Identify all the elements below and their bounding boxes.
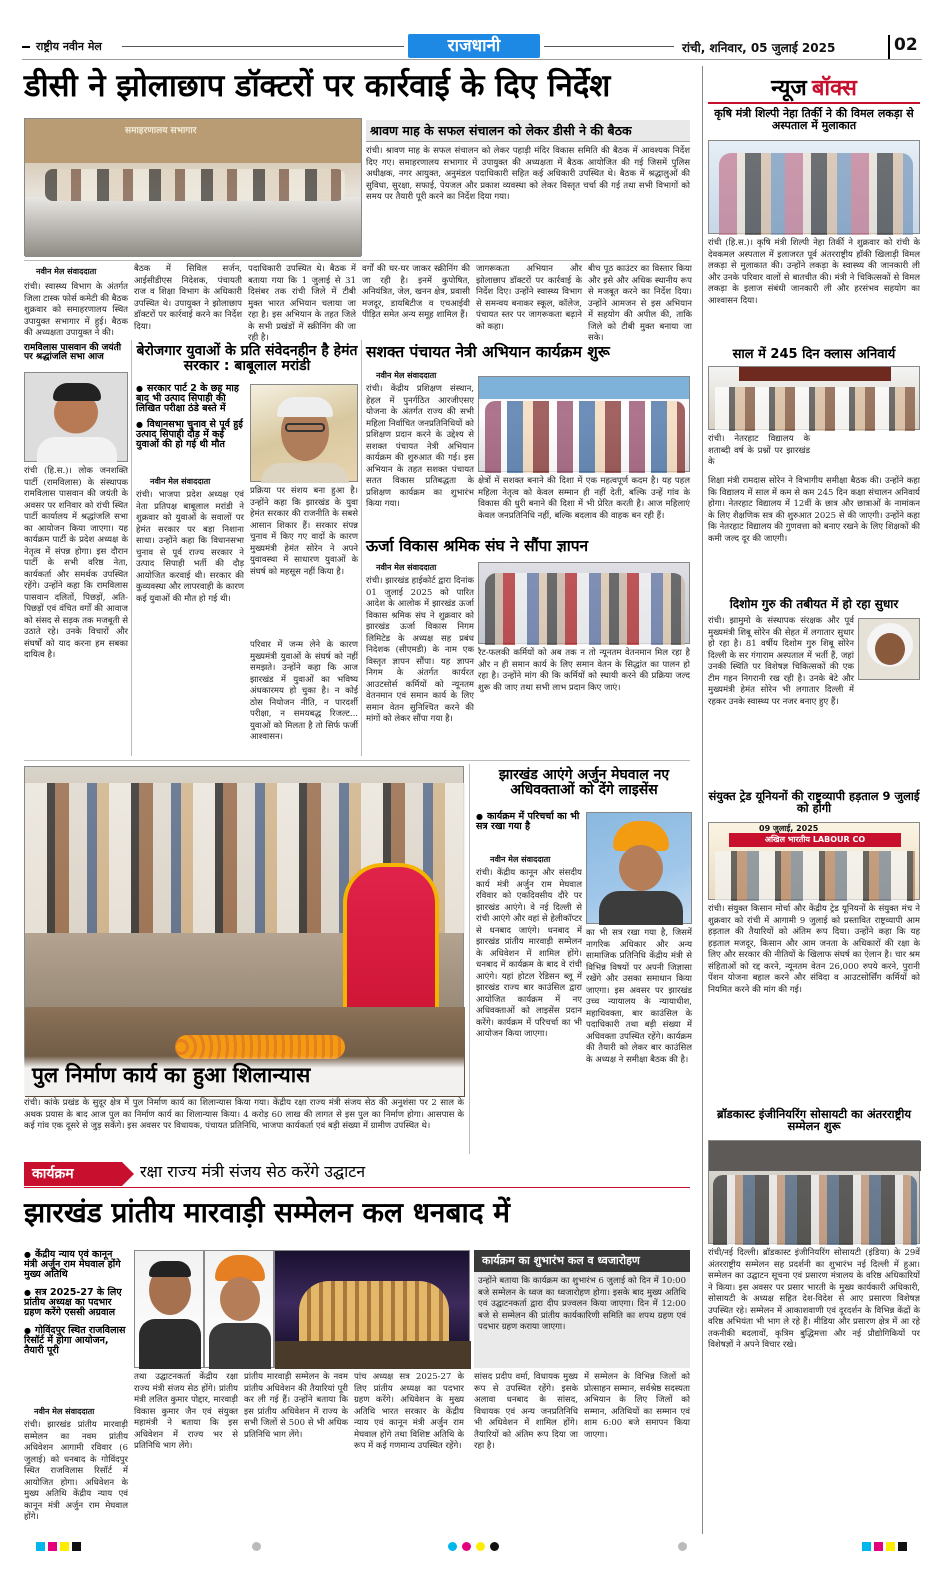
marwari-body-6: में सम्मेलन के विभिन्न जिलों को प्रोत्साहन सम्मान, सर्वश्रेष्ठ सदस्यता अभियान के लिए जिलों को सम्मान, अतिथियों का सम्मान एवं शाम 6:00 बजे समापन किया जाएगा। [584,1372,690,1440]
paswan-photo-hair [53,383,101,401]
reg-mark-yellow [60,1542,69,1551]
broadcast-photo-stage [709,1141,921,1171]
marandi-bullets [136,384,246,450]
marwari-body-1: रांची। झारखंड प्रांतीय मारवाड़ी सम्मेलन का नवम प्रांतीय अधिवेशन आगामी रविवार (6 जुलाई) को धनबाद के गोविंदपुर स्थित राजविलास रिसॉर्ट में आयोजित होगा। अधिवेशन के मुख्य अतिथि केंद्रीय न्याय एवं कानून मंत्री अर्जुन राम मेघवाल होंगे। [24,1420,128,1522]
marandi-bullet-1: ● सरकार पार्ट 2 के छह माह बाद भी उत्पाद सिपाही की लिखित परीक्षा ठंडे बस्ते में [136,384,246,414]
marwari-photo-3-palace [299,1281,449,1341]
marandi-bullet-2: ● विधानसभा चुनाव से पूर्व हुई उत्पाद सिपाही दौड़ में कई युवाओं की हो गई थी मौत [136,420,246,450]
lead-body-1: रांची। स्वास्थ्य विभाग के अंतर्गत जिला टास्क फोर्स कमेटी की बैठक शुक्रवार को समाहरणालय स्थित उपायुक्त सभागार में हुई। बैठक की अध्यक्षता उपायुक्त ने की। [24,282,128,338]
shibu-headline: दिशोम गुरु की तबीयत में हो रहा सुधार [729,597,899,611]
marwari-body-4: पांच अध्यक्ष सत्र 2025-27 के लिए प्रांतीय अध्यक्ष का पदभार ग्रहण करेंगे। अधिवेशन के मुख्य अतिथि भारत सरकार के केंद्रीय न्याय एवं कानून मंत्री अर्जुन राम मेघवाल होंगे तथा विशिष्ट अतिथि के रूप में कई गणमान्य उपस्थित रहेंगे। [354,1372,464,1451]
col-rule-3 [469,764,470,1154]
marandi-body-2: प्रक्रिया पर संशय बना हुआ है। उन्होंने कहा कि झारखंड के युवा हेमंत सरकार की राजनीति के सबसे आसान शिकार हैं। सरकार संपन्न चुनाव में किए गए वादों के कारण मुख्यमंत्री हेमंत सोरेन ने अपने युवावस्था में साधारण युवाओं के संघर्ष को महसूस नहीं किया है। [250,486,358,577]
mid-divider [24,760,690,761]
masthead-mid-rule [122,46,404,47]
broadcast-photo [708,1140,920,1244]
col-rule-2 [361,340,362,756]
marwari-body-5: सांसद प्रदीप वर्मा, विधायक मुख्य रूप से उपस्थित रहेंगे। इसके अलावा धनबाद के सांसद, विधायक एवं अन्य जनप्रतिनिधि भी अधिवेशन में शामिल होंगे। तैयारियों को अंतिम रूप दिया जा रहा है। [474,1372,578,1451]
reg-dot-c4 [490,1542,499,1551]
bridge-body: रांची। कांके प्रखंड के सुदूर क्षेत्र में पुल निर्माण कार्य का शिलान्यास किया गया। केंद्रीय रक्षा राज्य मंत्री संजय सेठ की अनुशंसा पर 2 साल के अथक प्रयास के बाद आज पुल का निर्माण कार्य का शिलान्यास किया। 4 करोड़ 60 लाख की लागत से इस पुल का निर्माण होगा। आसपास के कई गांव एक दूसरे से जुड़ सकेंगे। इस अवसर पर विधायक, पंचायत प्रतिनिधि, भाजपा कार्यकर्ता एवं बड़ी संख्या में ग्रामीण उपस्थित थे। [24,1098,464,1131]
class-days-headline: साल में 245 दिन क्लास अनिवार्य [732,347,896,362]
meghwal-body-2: का भी सत्र रखा गया है, जिसमें नागरिक अधिकार और अन्य सामाजिक प्रतिनिधि केंद्रीय मंत्री से विभिन्न विषयों पर अपनी जिज्ञासा रखेंगे और उसका समाधान किया जाएगा। इस अवसर पर झारखंड उच्च न्यायालय के न्यायाधीश, महाधिवक्ता, बार काउंसिल के पदाधिकारी तथा बड़ी संख्या में अधिवक्ता उपस्थित रहेंगे। कार्यक्रम की तैयारी को लेकर बार काउंसिल के अध्यक्ष ने समीक्षा बैठक की है। [586,928,692,1065]
masthead [22,34,922,60]
lead-photo-sign: समाहरणालय सभागार [125,126,197,136]
urja-byline: नवीन मेल संवाददाता [376,563,437,572]
marandi-photo-hair [277,397,333,417]
meghwal-headline: झारखंड आएंगे अर्जुन मेघवाल नए अधिवक्ताओं को देंगे लाइसेंस [498,767,670,798]
marwari-bullets [24,1250,128,1356]
meghwal-photo-face [619,845,663,891]
strike-photo-date: 09 जुलाई, 2025 [759,824,819,833]
panchayat-photo [478,376,690,472]
urja-photo [478,562,690,644]
marandi-photo-glasses [285,423,325,432]
shilpi-headline: कृषि मंत्री शिल्पी नेहा तिर्की ने की विमल लकड़ा से अस्पताल में मुलाकात [714,107,914,132]
marwari-body-3: प्रांतीय मारवाड़ी सम्मेलन के नवम प्रांतीय अधिवेशन की तैयारियां पूरी कर ली गई हैं। उन्होंने बताया कि इस प्रांतीय अधिवेशन में राज्य के सभी जिलों से 500 से भी अधिक प्रतिनिधि भाग लेंगे। [244,1372,348,1440]
shilpi-photo [708,140,920,234]
urja-headline: ऊर्जा विकास श्रमिक संघ ने सौंपा ज्ञापन [366,537,589,555]
marwari-bullet-3: ● गोविंदपुर स्थित राजविलास रिसॉर्ट में होगा आयोजन, तैयारी पूरी [24,1326,128,1356]
col-rule-1 [131,340,132,756]
reg-dot-left [252,1542,261,1551]
marwari-photo-3 [274,1250,470,1368]
marwari-photo-1 [134,1250,204,1368]
reg-mark-cyan [36,1542,45,1551]
masthead-mid-rule-2 [544,46,674,47]
marwari-panel [474,1250,690,1368]
reg-mark-cyan-r [862,1542,871,1551]
lead-sub-headline-box [366,120,690,142]
shilpi-photo-people [719,153,913,235]
class-days-photo-banner [739,367,891,381]
page-number: 02 [888,35,918,59]
marwari-headline: झारखंड प्रांतीय मारवाड़ी सम्मेलन कल धनबाद में [24,1196,511,1229]
marandi-body-1: रांची। भाजपा प्रदेश अध्यक्ष एवं नेता प्रतिपक्ष बाबूलाल मरांडी ने शुक्रवार को युवाओं के सवालों पर हेमंत सरकार पर बड़ा निशाना साधा। उन्होंने कहा कि विधानसभा चुनाव से पूर्व राज्य सरकार ने उत्पाद सिपाही भर्ती की दौड़ आयोजित करवाई थी। सरकार की कुव्यवस्था और लापरवाही के कारण कई युवाओं की मौत हो गई थी। [136,490,244,604]
panchayat-photo-people [485,401,685,473]
reg-mark-black [72,1542,81,1551]
marwari-kicker-tag: कार्यक्रम [24,1162,122,1186]
lead-photo-people [45,169,345,201]
bridge-headline: पुल निर्माण कार्य का हुआ शिलान्यास [32,1063,311,1087]
marwari-byline: नवीन मेल संवाददाता [34,1407,95,1416]
paswan-headline: रामविलास पासवान की जयंती पर श्रद्धांजलि सभा आज [24,343,122,363]
masthead-left-rule [22,46,30,48]
right-column-rule [702,66,703,1534]
reg-dot-right [678,1542,687,1551]
shibu-body: रांची। झामुमो के संस्थापक संरक्षक और पूर्व मुख्यमंत्री शिबू सोरेन की सेहत में लगातार सुधार हो रहा है। 81 वर्षीय दिशोम गुरु शिबू सोरेन दिल्ली के सर गंगाराम अस्पताल में भर्ती हैं, जहां उनकी स्थिति पर विशेषज्ञ चिकित्सकों की एक टीम गहन निगरानी रख रही है। उनके बेटे और मुख्यमंत्री हेमंत सोरेन भी लगातार दिल्ली में रहकर उनके स्वास्थ्य पर नजर बनाए हुए हैं। [708,616,854,707]
broadcast-photo-people [713,1175,917,1245]
lead-body-2: बैठक में सिविल सर्जन, आईसीडीएस निदेशक, पंचायती राज व शिक्षा विभाग के अधिकारी उपस्थित थे। उपायुक्त ने झोलाछाप डॉक्टरों पर कार्रवाई करने का निर्देश दिया। [134,264,242,332]
lead-body-4: वर्गों की घर-घर जाकर स्क्रीनिंग की जा रही है। इनमें कुपोषित, अनियंत्रित, जेल, खनन क्षेत्र, प्रवासी मजदूर, डायबिटीज व एचआईवी पीड़ित समेत अन्य समूह शामिल हैं। [362,264,470,320]
shibu-photo-face [875,633,905,665]
class-days-body: शिक्षा मंत्री रामदास सोरेन ने विभागीय समीक्षा बैठक की। उन्होंने कहा कि विद्यालय में साल में कम से कम 245 दिन कक्षा संचालन अनिवार्य होगा। नेतरहाट विद्यालय में 12वीं के छात्र और छात्राओं के नामांकन के लिए शैक्षणिक सत्र की शुरुआत 2025 से की जाएगी। उन्होंने कहा कि नेतरहाट विद्यालय की गुणवत्ता को बनाए रखने के लिए शिक्षकों की कमी जल्द दूर की जाएगी। [708,476,920,544]
lead-body-3: पदाधिकारी उपस्थित थे। बैठक में बताया गया कि 1 जुलाई से 31 दिसंबर तक रांची जिले में टीबी मुक्त भारत अभियान चलाया जा रहा है। इस अभियान के तहत जिले के सभी प्रखंडों में स्क्रीनिंग की जा रही है। [248,264,356,343]
paswan-box [24,344,128,368]
panchayat-byline: नवीन मेल संवाददाता [376,371,437,380]
marwari-panel-body: उन्होंने बताया कि कार्यक्रम का शुभारंभ 6 जुलाई को दिन में 10:00 बजे सम्मेलन के ध्वज का ध्वजारोहण होगा। इसके बाद मुख्य अतिथि एवं उद्घाटनकर्ता द्वारा दीप प्रज्वलन किया जाएगा। दिन में 12:00 बजे से सम्मेलन की प्रांतीय कार्यकारिणी समिति का शपथ ग्रहण एवं पदभार ग्रहण कराया जाएगा। [478,1276,686,1332]
broadcast-headline: ब्रॉडकास्ट इंजीनियरिंग सोसायटी का अंतरराष्ट्रीय सम्मेलन शुरू [717,1107,911,1134]
registration-bar [22,1540,922,1554]
marandi-photo-shirt [261,463,349,483]
lead-photo [24,118,362,256]
panchayat-body-2: क्षेत्रों में सशक्त बनाने की दिशा में एक महत्वपूर्ण कदम है। यह पहल महिला नेतृत्व को केवल सम्मान ही नहीं देती, बल्कि उन्हें गांव के विकास की धुरी बनाने की दिशा में भी प्रेरित करती है। आज महिलाएं केवल जनप्रतिनिधि नहीं, बल्कि बदलाव की वाहक बन रही हैं। [478,476,690,521]
news-box-label [706,72,922,100]
marwari-kicker-row [24,1162,690,1188]
lead-body-6: बीच पूठ काउंटर का विस्तार किया और इसे और अधिक स्थानीय रूप से मजबूत करने का निर्देश दिया। उन्होंने आमजन से इस अभियान में सहयोग की अपील की, ताकि जिले को टीबी मुक्त बनाया जा सके। [588,264,692,343]
paswan-photo [24,372,128,462]
reg-dot-c2 [462,1542,471,1551]
strike-headline: संयुक्त ट्रेड यूनियनों की राष्ट्रव्यापी हड़ताल 9 जुलाई को होगी [708,789,920,816]
shilpi-body: रांची (हि.स.)। कृषि मंत्री शिल्पी नेहा तिर्की ने शुक्रवार को रांची के देवकमल अस्पताल में इलाजरत पूर्व अंतरराष्ट्रीय हॉकी खिलाड़ी विमल लकड़ा से मुलाकात की। उन्होंने लकड़ा के स्वास्थ्य की जानकारी ली और उनके परिवार वालों से बातचीत की। मंत्री ने चिकित्सकों से विमल लकड़ा के इलाज संबंधी जानकारी ली और हरसंभव सहयोग का आश्वासन दिया। [708,238,920,306]
reg-mark-magenta-r [874,1542,883,1551]
marwari-bullet-2: ● सत्र 2025-27 के लिए प्रांतीय अध्यक्ष का पदभार ग्रहण करेंगे एससी अग्रवाल [24,1288,128,1318]
marwari-bullet-1: ● केंद्रीय न्याय एवं कानून मंत्री अर्जुन राम मेघवाल होंगे मुख्य अतिथि [24,1250,128,1280]
lead-headline: डीसी ने झोलाछाप डॉक्टरों पर कार्रवाई के दिए निर्देश [24,68,611,104]
reg-dot-c3 [476,1542,485,1551]
paper-name: राष्ट्रीय नवीन मेल [36,40,102,53]
strike-photo-banner: अखिल भारतीय LABOUR CO [729,833,901,847]
dateline: रांची, शनिवार, 05 जुलाई 2025 [682,41,836,55]
urja-photo-people [485,573,685,645]
panchayat-headline: सशक्त पंचायत नेत्री अभियान कार्यक्रम शुरू [366,343,610,361]
marandi-headline: बेरोजगार युवाओं के प्रति संवेदनहीन है हेमंत सरकार : बाबूलाल मरांडी [136,343,358,374]
marandi-photo [250,384,358,482]
bridge-photo [24,766,464,1096]
meghwal-photo-coat [599,891,683,925]
lead-sub-body: रांची। श्रावण माह के सफल संचालन को लेकर पहाड़ी मंदिर विकास समिति की बैठक में आवश्यक निर्देश दिए गए। समाहरणालय सभागार में उपायुक्त की अध्यक्षता में बैठक आयोजित की गई जिसमें पुलिस अधीक्षक, नगर आयुक्त, अनुमंडल पदाधिकारी सहित कई अधिकारी उपस्थित थे। बैठक में श्रद्धालुओं की सुविधा, सुरक्षा, सफाई, पेयजल और प्रकाश व्यवस्था को लेकर विस्तृत चर्चा की गई तथा सभी विभागों को समय पर तैयारी पूरी करने का निर्देश दिया गया। [366,146,690,202]
marwari-photo-2-coat [209,1323,271,1369]
news-box-rule [708,102,920,104]
reg-mark-yellow-r [886,1542,895,1551]
reg-mark-black-r [898,1542,907,1551]
section-tab: राजधानी [408,34,540,58]
marandi-byline: नवीन मेल संवाददाता [150,477,211,486]
marwari-body-2: तथा उद्घाटनकर्ता केंद्रीय रक्षा राज्य मंत्री संजय सेठ होंगे। प्रांतीय मंत्री ललित कुमार पोद्दार, मारवाड़ी विकास कुमार जैन एवं संयुक्त महामंत्री ने बताया कि इस अधिवेशन में राज्य भर से प्रतिनिधि भाग लेंगे। [134,1372,238,1451]
marwari-photo-1-hair [149,1261,191,1277]
meghwal-bullet: ● कार्यक्रम में परिचर्चा का भी सत्र रखा गया है [476,812,582,832]
class-days-caption: रांची। नेतरहाट विद्यालय के शताब्दी वर्ष के प्रश्नों पर झारखंड के [708,434,810,467]
meghwal-body-1: रांची। केंद्रीय कानून और संसदीय कार्य मंत्री अर्जुन राम मेघवाल रविवार को एकदिवसीय दौरे पर झारखंड आएंगे। वे नई दिल्ली से रांची आएंगे और वहां से हेलीकॉप्टर से धनबाद जाएंगे। धनबाद में झारखंड प्रांतीय मारवाड़ी सम्मेलन के अधिवेशन में शामिल होंगे। धनबाद में कार्यक्रम के बाद वे रांची आएंगे। यहां होटल रेडिसन ब्लू में झारखंड राज्य बार काउंसिल द्वारा आयोजित कार्यक्रम में नए अधिवक्ताओं को लाइसेंस प्रदान करेंगे। कार्यक्रम में परिचर्चा का भी आयोजन किया जाएगा। [476,868,582,1039]
urja-body-1: रांची। झारखंड हाईकोर्ट द्वारा दिनांक 01 जुलाई 2025 को पारित आदेश के आलोक में झारखंड ऊर्जा विकास श्रमिक संघ ने शुक्रवार को झारखंड ऊर्जा विकास निगम लिमिटेड के अध्यक्ष सह प्रबंध निदेशक (सीएमडी) के नाम एक विस्तृत ज्ञापन सौंपा। यह ज्ञापन निगम के अंतर्गत कार्यरत आउटसोर्स कर्मियों को न्यूनतम वेतनमान एवं समान कार्य के लिए समान वेतन सुनिश्चित करने की मांगों को लेकर सौंपा गया है। [366,576,474,724]
lead-body-5: जागरूकता अभियान और झोलाछाप डॉक्टरों पर कार्रवाई के निर्देश दिए। उन्होंने स्वास्थ्य विभाग से समन्वय बनाकर स्कूल, कॉलेज, पंचायत स्तर पर जागरूकता बढ़ाने को कहा। [476,264,582,332]
lead-photo-table [25,197,361,257]
strike-body: रांची। संयुक्त किसान मोर्चा और केंद्रीय ट्रेड यूनियनों के संयुक्त मंच ने शुक्रवार को रांची में आगामी 9 जुलाई को प्रस्तावित राष्ट्रव्यापी आम हड़ताल की तैयारियों को अंतिम रूप दिया। उन्होंने कहा कि यह हड़ताल मजदूर, किसान और आम जनता के अधिकारों की रक्षा के लिए और सरकार की नीतियों के खिलाफ संघर्ष का ऐलान है। चार श्रम संहिताओं को रद्द करने, न्यूनतम वेतन 26,000 रुपये करने, पुरानी पेंशन योजना बहाल करने और संविदा व आउटसोर्सिंग कर्मियों को नियमित करने की मांग की गई। [708,904,920,995]
panchayat-photo-banner [479,377,689,399]
strike-photo [708,822,920,900]
class-days-photo-people [715,387,915,431]
bridge-headline-box [24,1056,464,1096]
lead-sub-headline: श्रावण माह के सफल संचालन को लेकर डीसी ने की बैठक [370,123,632,138]
marandi-body-3: परिवार में जन्म लेने के कारण मुख्यमंत्री युवाओं के संघर्ष को नहीं समझते। उन्होंने कहा कि आज झारखंड में युवाओं का भविष्य अंधकारमय हो चुका है। न कोई ठोस नियोजन नीति, न पारदर्शी परीक्षा, न समयबद्ध रिजल्ट... युवाओं को मिलता है तो सिर्फ फर्जी आश्वासन। [250,640,358,742]
shibu-photo [858,618,920,680]
urja-body-2: रैट-फलकी कर्मियों को अब तक न तो न्यूनतम वेतनमान मिल रहा है और न ही समान कार्य के लिए समान वेतन के सिद्धांत का पालन हो रहा है। उन्होंने मांग की कि कर्मियों को स्थायी करने की प्रक्रिया जल्द शुरू की जाए तथा सभी लाभ प्रदान किए जाएं। [478,648,690,693]
marwari-photo-3-lawn [275,1341,471,1369]
strike-photo-people [715,851,915,901]
reg-dot-c1 [448,1542,457,1551]
lead-divider [24,260,690,261]
news-box-label-post: बॉक्स [811,76,857,101]
paswan-body: रांची (हि.स.)। लोक जनशक्ति पार्टी (रामविलास) के संस्थापक रामविलास पासवान की जयंती के अवसर पर शनिवार को रांची स्थित पार्टी कार्यालय में श्रद्धांजलि सभा का आयोजन किया जाएगा। यह कार्यक्रम पार्टी के प्रदेश अध्यक्ष के नेतृत्व में संपन्न होगा। इस दौरान पार्टी के सभी वरिष्ठ नेता, कार्यकर्ता और समर्थक उपस्थित रहेंगे। उन्होंने कहा कि रामविलास पासवान दलितों, पिछड़ों, अति-पिछड़ों एवं वंचित वर्गों की आवाज को संसद से सड़क तक मजबूती से उठाते रहे। उनके विचारों और संघर्षों को याद करना हम सबका दायित्व है। [24,466,128,660]
meghwal-photo [586,812,692,924]
marwari-panel-head: कार्यक्रम का शुभारंभ कल व ध्वजारोहण [474,1250,690,1272]
marwari-photo-2 [204,1250,274,1368]
panchayat-body-1: रांची। केंद्रीय प्रशिक्षण संस्थान, हेहल में पुनर्गठित आरजीएसए योजना के अंतर्गत राज्य की सभी महिला निर्वाचित जनप्रतिनिधियों को प्रशिक्षण प्रदान करने के उद्देश्य से सशक्त पंचायत नेत्री अभियान कार्यक्रम की शुरुआत की गई। इस अभियान के तहत सशक्त पंचायत सतत विकास प्रतिबद्धता के प्रशिक्षण कार्यक्रम का शुभारंभ किया गया। [366,384,474,509]
reg-mark-magenta [48,1542,57,1551]
marwari-photo-1-coat [139,1319,201,1369]
broadcast-body: रांची/नई दिल्ली। ब्रॉडकास्ट इंजीनियरिंग सोसायटी (इंडिया) के 29वें अंतरराष्ट्रीय सम्मेलन सह प्रदर्शनी का शुभारंभ नई दिल्ली में हुआ। सम्मेलन का उद्घाटन सूचना एवं प्रसारण मंत्रालय के वरिष्ठ अधिकारियों ने किया। इस अवसर पर प्रसार भारती के मुख्य कार्यकारी अधिकारी, सोसायटी के अध्यक्ष सहित देश-विदेश से आए प्रसारण विशेषज्ञ उपस्थित रहे। सम्मेलन में आकाशवाणी एवं दूरदर्शन के विभिन्न केंद्रों के वरिष्ठ अभियंता भी भाग ले रहे हैं। मीडिया और प्रसारण क्षेत्र में आ रहे तकनीकी बदलावों, कृत्रिम बुद्धिमत्ता और नई प्रौद्योगिकियों पर विशेषज्ञों ने अपने विचार रखे। [708,1248,920,1350]
marwari-kicker-arrow [122,1162,134,1186]
meghwal-byline: नवीन मेल संवाददाता [490,855,551,864]
paswan-photo-shirt [37,437,117,463]
marwari-photo-2-face [220,1277,260,1321]
news-box-label-pre: न्यूज [771,76,807,101]
class-days-photo [708,366,920,430]
marwari-kicker: रक्षा राज्य मंत्री संजय सेठ करेंगे उद्घाटन [140,1162,366,1181]
lead-byline: नवीन मेल संवाददाता [36,267,97,276]
